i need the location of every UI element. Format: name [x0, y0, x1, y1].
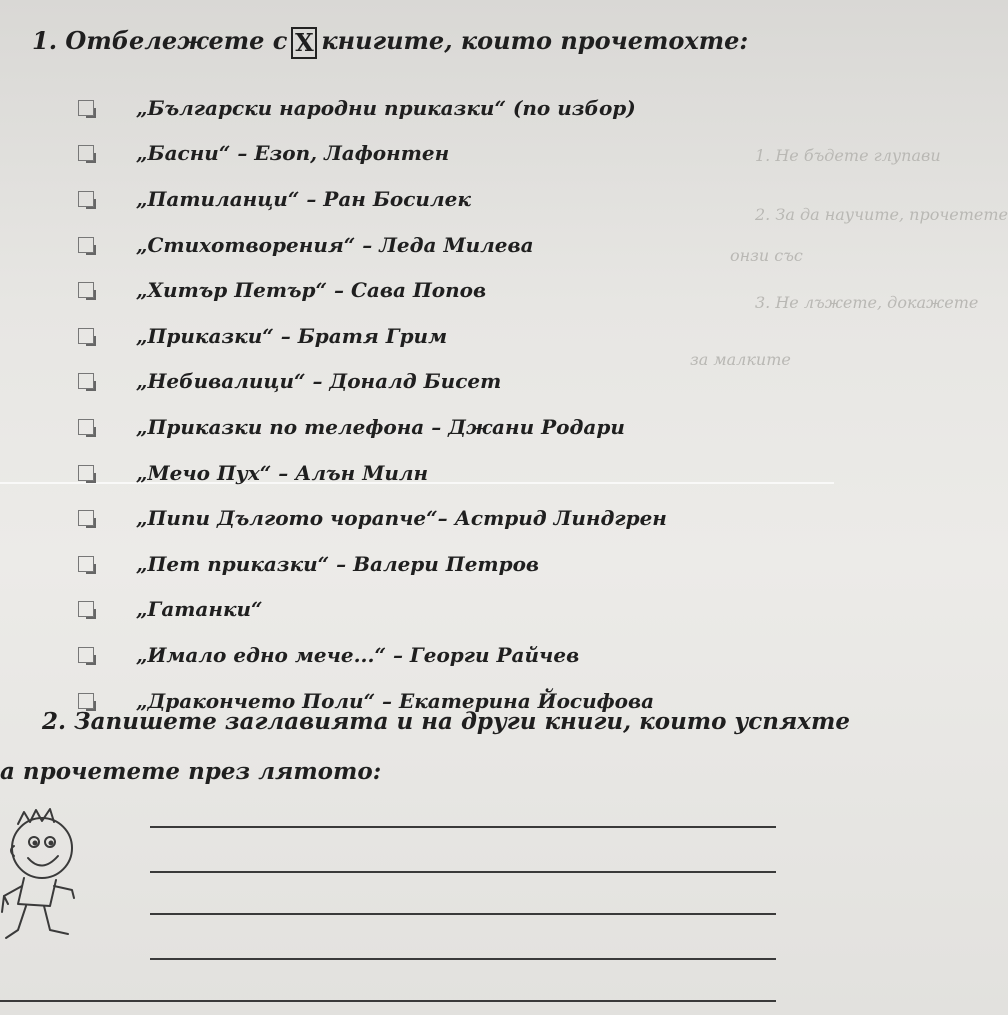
- book-checkbox[interactable]: [78, 373, 94, 389]
- bleed-through-text: за малките: [690, 350, 791, 369]
- book-title: „Патиланци“ – Ран Босилек: [136, 186, 471, 211]
- book-checkbox[interactable]: [78, 510, 94, 526]
- book-list: [78, 85, 667, 723]
- book-checkbox[interactable]: [78, 601, 94, 617]
- book-item: [78, 85, 667, 131]
- book-checkbox[interactable]: [78, 465, 94, 481]
- book-item: [78, 587, 667, 633]
- book-checkbox[interactable]: [78, 647, 94, 663]
- book-item: [78, 541, 667, 587]
- book-title: „Български народни приказки“ (по избор): [136, 95, 636, 120]
- question-2-line-1: 2. Запишете заглавията и на други книги, които успяхте: [42, 708, 850, 735]
- book-item: [78, 222, 667, 268]
- question-2-line-2: а прочетете през лятото:: [0, 758, 382, 785]
- answer-line-5[interactable]: [0, 1000, 776, 1002]
- book-title: „Хитър Петър“ – Сава Попов: [136, 278, 487, 303]
- book-title: „Басни“ – Езоп, Лафонтен: [136, 141, 450, 166]
- question-1-text-after: книгите, които прочетохте:: [321, 26, 749, 55]
- book-item: [78, 131, 667, 177]
- book-title: „Мечо Пух“ – Алън Милн: [136, 460, 429, 485]
- bleed-through-text: 2. За да научите, прочетете: [755, 205, 1008, 224]
- book-title: „Небивалици“ – Доналд Бисет: [136, 369, 502, 394]
- answer-line-3[interactable]: [150, 913, 776, 915]
- book-item: [78, 267, 667, 313]
- book-item: [78, 632, 667, 678]
- book-title: „Гатанки“: [136, 597, 263, 622]
- book-item: [78, 450, 667, 496]
- book-checkbox[interactable]: [78, 237, 94, 253]
- book-title: „Приказки“ – Братя Грим: [136, 323, 448, 348]
- answer-line-2[interactable]: [150, 871, 776, 873]
- book-checkbox[interactable]: [78, 100, 94, 116]
- book-item: [78, 495, 667, 541]
- x-mark-box: X: [291, 27, 317, 59]
- question-1-text-before: 1. Отбележете с: [32, 26, 288, 55]
- book-item: [78, 176, 667, 222]
- answer-line-4[interactable]: [150, 958, 776, 960]
- book-title: „Пипи Дългото чорапче“– Астрид Линдгрен: [136, 506, 667, 531]
- answer-line-1[interactable]: [150, 826, 776, 828]
- book-item: [78, 359, 667, 405]
- book-checkbox[interactable]: [78, 328, 94, 344]
- bleed-through-text: онзи със: [730, 246, 803, 265]
- book-item: [78, 313, 667, 359]
- book-title: „Приказки по телефона – Джани Родари: [136, 414, 625, 439]
- book-checkbox[interactable]: [78, 556, 94, 572]
- question-1: [32, 26, 748, 59]
- bleed-through-text: 3. Не лъжете, докажете: [755, 293, 979, 312]
- book-title: „Дракончето Поли“ – Екатерина Йосифова: [136, 688, 655, 713]
- book-checkbox[interactable]: [78, 191, 94, 207]
- book-title: „Стихотворения“ – Леда Милева: [136, 232, 534, 257]
- book-title: „Пет приказки“ – Валери Петров: [136, 551, 540, 576]
- bleed-through-text: 1. Не бъдете глупави: [755, 146, 941, 165]
- book-checkbox[interactable]: [78, 693, 94, 709]
- book-checkbox[interactable]: [78, 419, 94, 435]
- book-title: „Имало едно мече...“ – Георги Райчев: [136, 642, 580, 667]
- book-item: [78, 404, 667, 450]
- book-checkbox[interactable]: [78, 145, 94, 161]
- book-checkbox[interactable]: [78, 282, 94, 298]
- boy-mascot-icon: [0, 800, 100, 960]
